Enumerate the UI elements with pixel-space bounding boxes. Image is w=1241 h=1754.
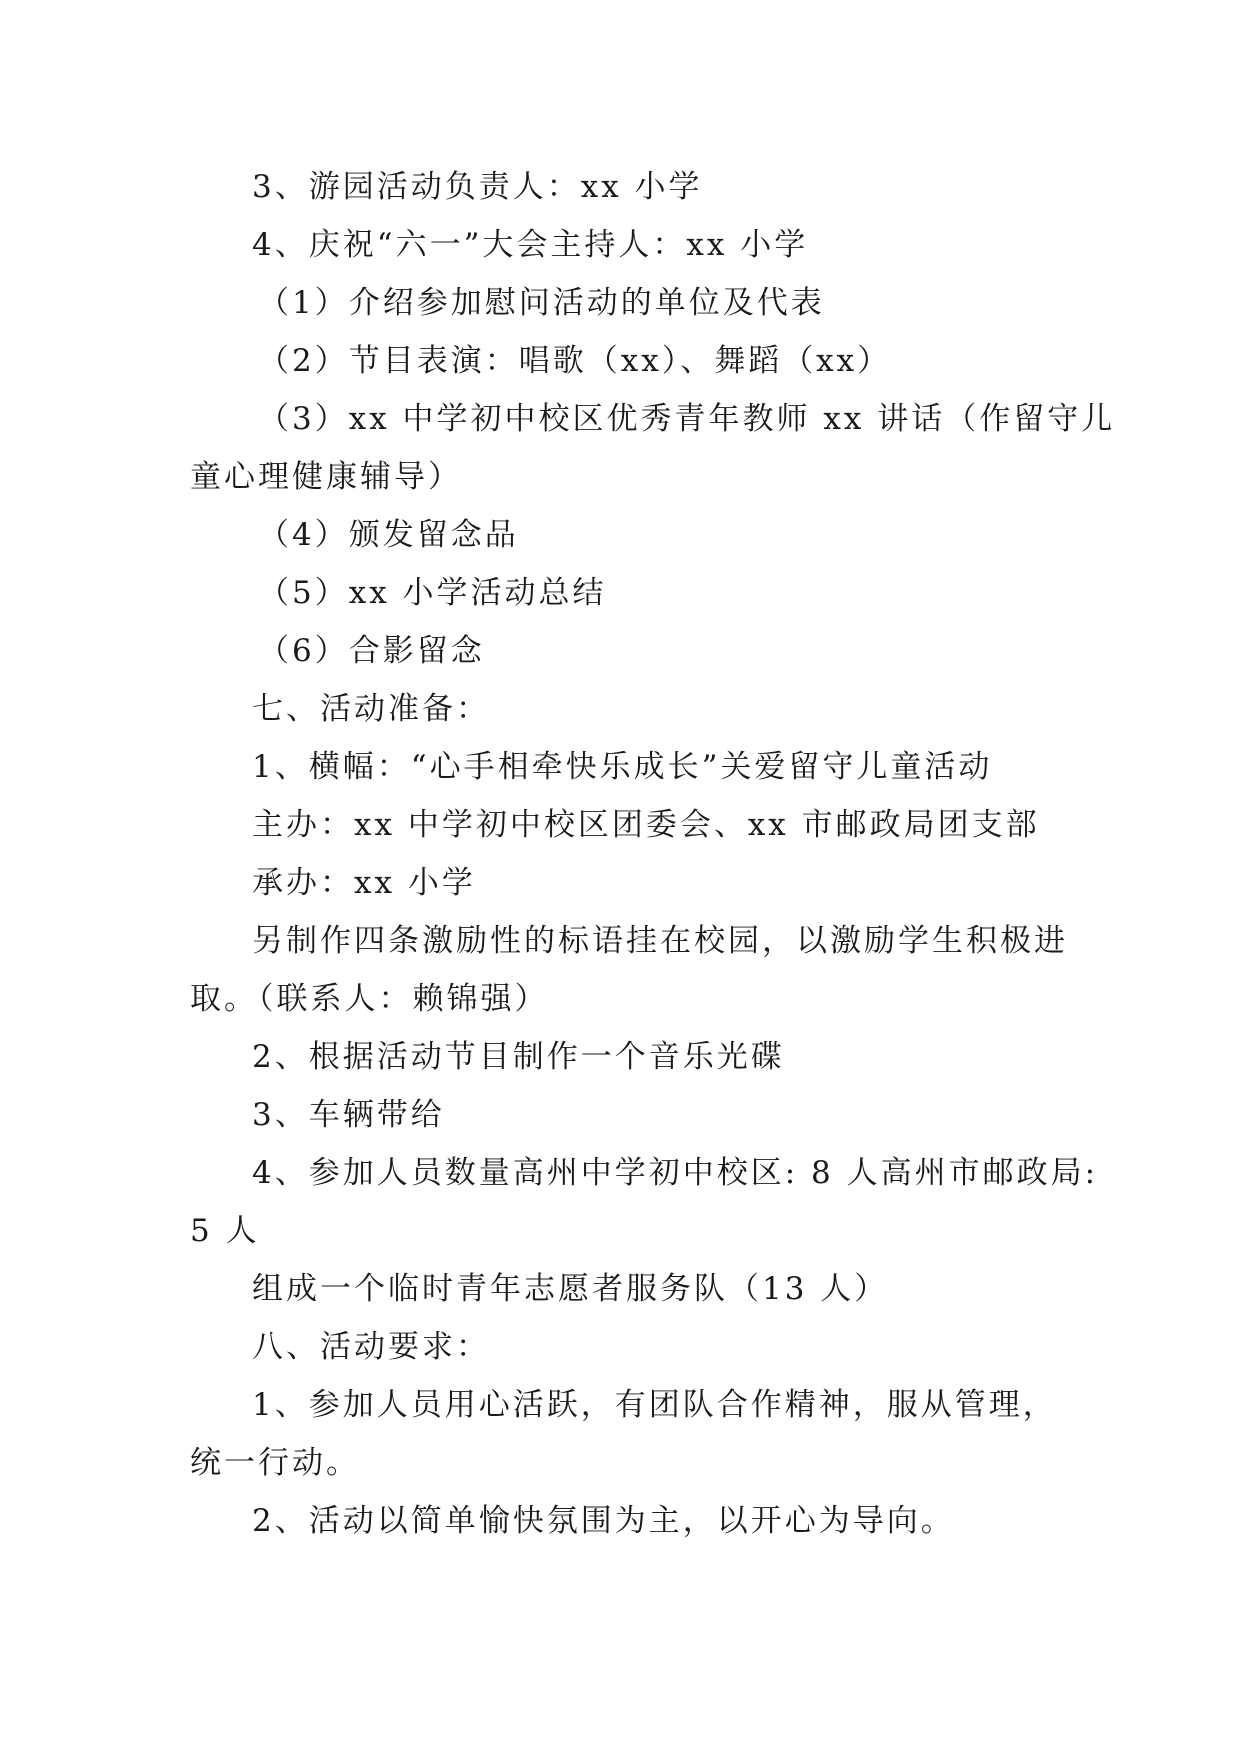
text-line: 3、游园活动负责人：xx 小学 — [252, 169, 703, 205]
document-body — [190, 158, 1116, 1550]
text-line: 2、活动以简单愉快氛围为主，以开心为导向。 — [252, 1503, 955, 1539]
text-line: （5）xx 小学活动总结 — [258, 575, 607, 611]
section-heading: 八、活动要求： — [252, 1329, 490, 1365]
text-line: 另制作四条激励性的标语挂在校园，以激励学生积极进 — [252, 923, 1068, 959]
text-line: 统一行动。 — [190, 1445, 360, 1481]
text-line: 童心理健康辅导） — [190, 459, 462, 495]
text-line: （3）xx 中学初中校区优秀青年教师 xx 讲话（作留守儿 — [258, 401, 1116, 437]
text-line: 4、参加人员数量高州中学初中校区: 8 人高州市邮政局: — [252, 1155, 1099, 1191]
text-line: 5 人 — [190, 1213, 260, 1249]
text-line: 承办：xx 小学 — [252, 865, 476, 901]
text-line: 主办：xx 中学初中校区团委会、xx 市邮政局团支部 — [252, 807, 1040, 843]
text-line: （1）介绍参加慰问活动的单位及代表 — [258, 285, 825, 321]
text-line: （4）颁发留念品 — [258, 517, 519, 553]
text-line: 取。（联系人：赖锦强） — [190, 981, 549, 1017]
section-heading: 七、活动准备： — [252, 691, 490, 727]
text-line: 组成一个临时青年志愿者服务队（13 人） — [252, 1271, 889, 1307]
text-line: 1、横幅：“心手相牵快乐成长”关爱留守儿童活动 — [252, 749, 993, 785]
text-line: 3、车辆带给 — [252, 1097, 445, 1133]
text-line: 1、参加人员用心活跃，有团队合作精神，服从管理， — [252, 1387, 1057, 1423]
text-line: 4、庆祝“六一”大会主持人：xx 小学 — [252, 227, 809, 263]
text-line: （6）合影留念 — [258, 633, 485, 669]
text-line: 2、根据活动节目制作一个音乐光碟 — [252, 1039, 785, 1075]
text-line: （2）节目表演：唱歌（xx）、舞蹈（xx） — [258, 343, 892, 379]
